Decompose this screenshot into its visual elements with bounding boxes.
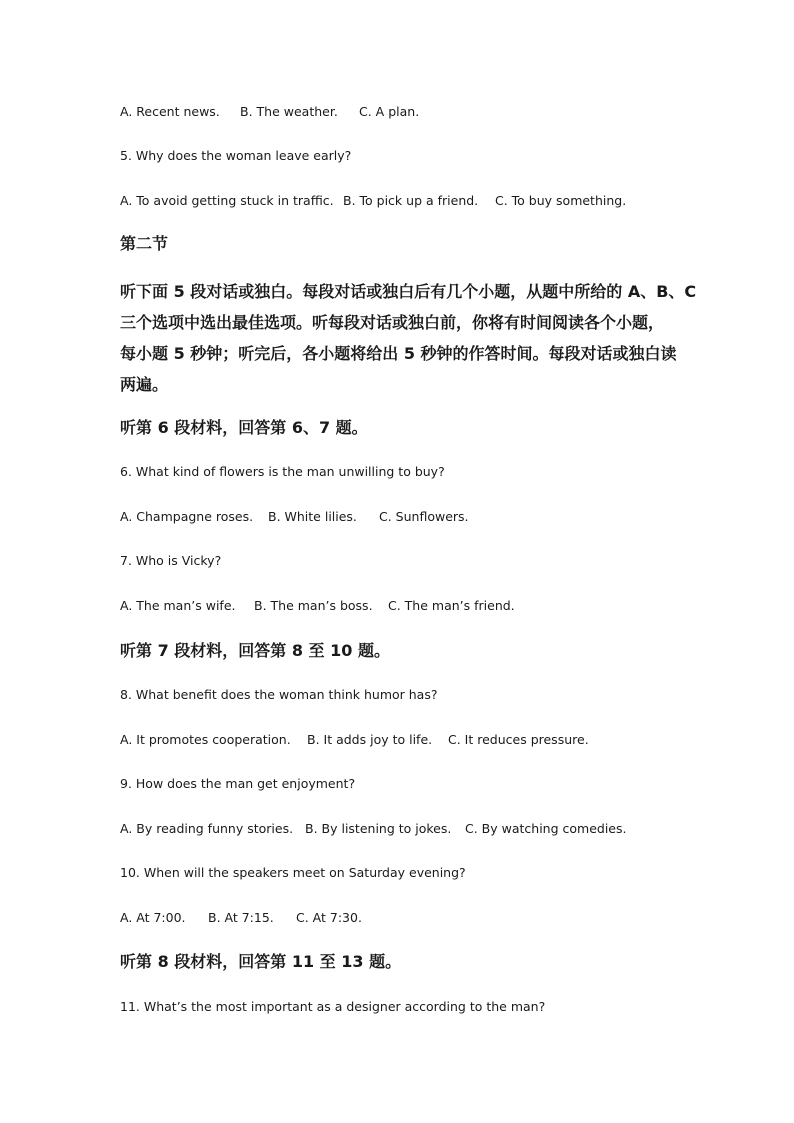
q10-option-a: A. At 7:00. [120, 910, 186, 925]
section-title: 第二节 [120, 234, 169, 253]
q10-option-b: B. At 7:15. [208, 910, 274, 925]
q6-option-b: B. White lilies. [268, 509, 357, 524]
instruction-line: 三个选项中选出最佳选项。听每段对话或独白前，你将有时间阅读各个小题， [120, 313, 665, 332]
q8-option-a: A. It promotes cooperation. [120, 732, 291, 747]
q7-question: 7. Who is Vicky? [120, 553, 222, 568]
passage-8-heading: 听第 8 段材料，回答第 11 至 13 题。 [120, 952, 402, 971]
instruction-line: 听下面 5 段对话或独白。每段对话或独白后有几个小题，从题中所给的 A、B、C [120, 282, 697, 301]
passage-6-heading: 听第 6 段材料，回答第 6、7 题。 [120, 418, 368, 437]
q6-option-c: C. Sunflowers. [379, 509, 469, 524]
q8-option-c: C. It reduces pressure. [448, 732, 589, 747]
q5-option-b: B. To pick up a friend. [343, 193, 479, 208]
q7-option-b: B. The man’s boss. [254, 598, 373, 613]
q9-option-c: C. By watching comedies. [465, 821, 627, 836]
q8-option-b: B. It adds joy to life. [307, 732, 433, 747]
q4-option-b: B. The weather. [240, 104, 338, 119]
q11-question: 11. What’s the most important as a designer according to the man? [120, 999, 546, 1014]
instruction-line: 两遍。 [120, 375, 169, 394]
q6-option-a: A. Champagne roses. [120, 509, 254, 524]
instruction-line: 每小题 5 秒钟；听完后，各小题将给出 5 秒钟的作答时间。每段对话或独白读 [120, 344, 677, 363]
q9-option-b: B. By listening to jokes. [305, 821, 452, 836]
q5-option-c: C. To buy something. [495, 193, 627, 208]
q5-question: 5. Why does the woman leave early? [120, 148, 352, 163]
q8-question: 8. What benefit does the woman think humor has? [120, 687, 438, 702]
q10-option-c: C. At 7:30. [296, 910, 362, 925]
q10-question: 10. When will the speakers meet on Saturday evening? [120, 865, 466, 880]
section-instructions [120, 276, 697, 400]
passage-7-heading: 听第 7 段材料，回答第 8 至 10 题。 [120, 641, 390, 660]
q7-option-a: A. The man’s wife. [120, 598, 236, 613]
q7-option-c: C. The man’s friend. [388, 598, 515, 613]
q9-question: 9. How does the man get enjoyment? [120, 776, 356, 791]
q4-option-c: C. A plan. [359, 104, 420, 119]
q9-option-a: A. By reading funny stories. [120, 821, 294, 836]
q4-option-a: A. Recent news. [120, 104, 220, 119]
q5-option-a: A. To avoid getting stuck in traffic. [120, 193, 334, 208]
q6-question: 6. What kind of flowers is the man unwilling to buy? [120, 464, 445, 479]
